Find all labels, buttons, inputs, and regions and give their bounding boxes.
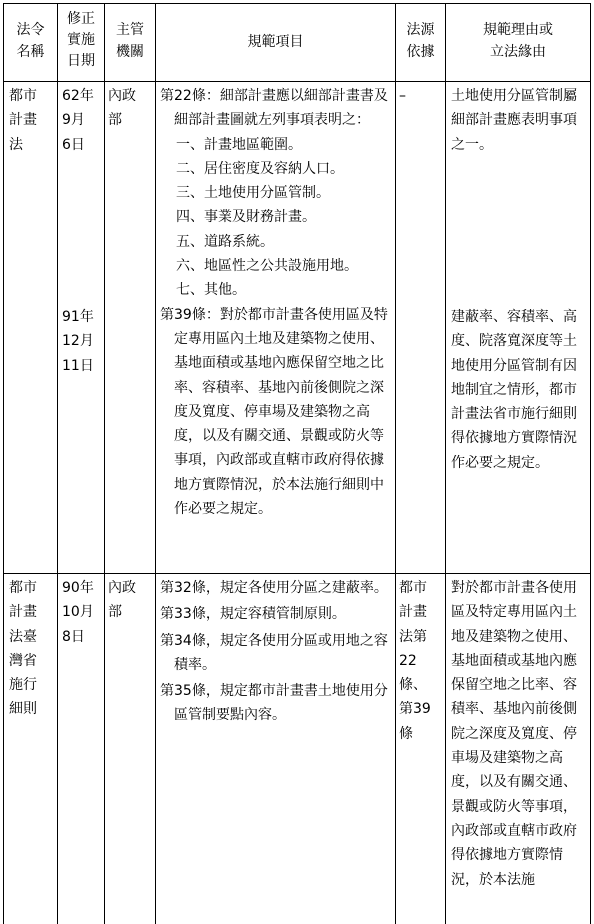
article-32: 第32條，規定各使用分區之建蔽率。 [160, 580, 388, 596]
table-border [3, 3, 591, 4]
legal-source: – [399, 88, 406, 104]
header-divider [3, 81, 591, 82]
legal-source: 都市 計畫 法第 22 條、 第39 條 [399, 580, 431, 742]
reason: 土地使用分區管制屬細部計畫應表明事項之一。 [451, 88, 577, 153]
article-35: 第35條，規定都市計畫書土地使用分區管制要點內容。 [160, 683, 388, 724]
reason: 建蔽率、容積率、高度、院落寬深度等土地使用分區管制有因地制宜之情形，都市計畫法省市施行細則得依據地方實際情況作必要之規定。 [451, 309, 577, 471]
agency: 內政 部 [108, 88, 136, 129]
article-39: 第39條：對於都市計畫各使用區及特定專用區內土地及建築物之使用、基地面積或基地內應保留空地之比率、容積率、基地內前後側院之深度及寬度、停車場及建築物之高度，以及有關交通、景觀或防火等事項，內政部或直轄市政府得依據地方實際情況，於本法施行細則中作必要之規定。 [160, 306, 388, 518]
header-legal-source: 法源 依據 [406, 22, 435, 60]
article-34: 第34條，規定各使用分區或用地之容積率。 [160, 632, 388, 673]
table-border [3, 3, 4, 924]
column-divider [104, 3, 105, 924]
list-item: 六、地區性之公共設施用地。 [176, 258, 358, 275]
list-item: 一、計畫地區範圍。 [176, 136, 302, 153]
list-item: 二、居住密度及容納人口。 [176, 160, 344, 177]
column-divider [445, 3, 446, 924]
agency: 內政 部 [108, 580, 136, 621]
column-divider [155, 3, 156, 924]
regulation-items [160, 576, 392, 728]
reason: 對於都市計畫各使用區及特定專用區內土地及建築物之使用、基地面積或基地內應保留空地之比率、容積率、基地內前後側院之深度及寬度、停車場及建築物之高度，以及有關交通、景觀或防火等事項，內政部或直轄市政府得依據地方實際情況，於本法施 [451, 580, 577, 888]
column-divider [57, 3, 58, 924]
header-regulation-item: 規範項目 [247, 34, 304, 50]
row-divider [3, 573, 591, 574]
header-agency: 主管 機關 [116, 22, 144, 60]
header-reason: 規範理由或 立法緣由 [483, 22, 553, 60]
effective-date: 90年 10月 8日 [62, 580, 94, 645]
effective-date: 91年 12月 11日 [62, 309, 94, 374]
law-name: 都市 計畫 法臺 灣省 施行 細則 [9, 580, 37, 718]
regulation-items [160, 84, 392, 521]
effective-date: 62年 9月 6日 [62, 88, 94, 153]
article-22: 第22條：細部計畫應以細部計畫書及細部計畫圖就左列事項表明之： [160, 88, 388, 129]
column-divider [395, 3, 396, 924]
table-border [590, 3, 591, 924]
list-item: 五、道路系統。 [176, 233, 274, 250]
list-item: 七、其他。 [176, 282, 246, 299]
list-item: 四、事業及財務計畫。 [176, 209, 316, 226]
article-33: 第33條，規定容積管制原則。 [160, 606, 346, 623]
list-item: 三、土地使用分區管制。 [176, 185, 330, 202]
header-effective-date: 修正 實施 日期 [67, 11, 95, 69]
header-law-name: 法令 名稱 [16, 22, 45, 60]
law-name: 都市 計畫 法 [9, 88, 37, 153]
